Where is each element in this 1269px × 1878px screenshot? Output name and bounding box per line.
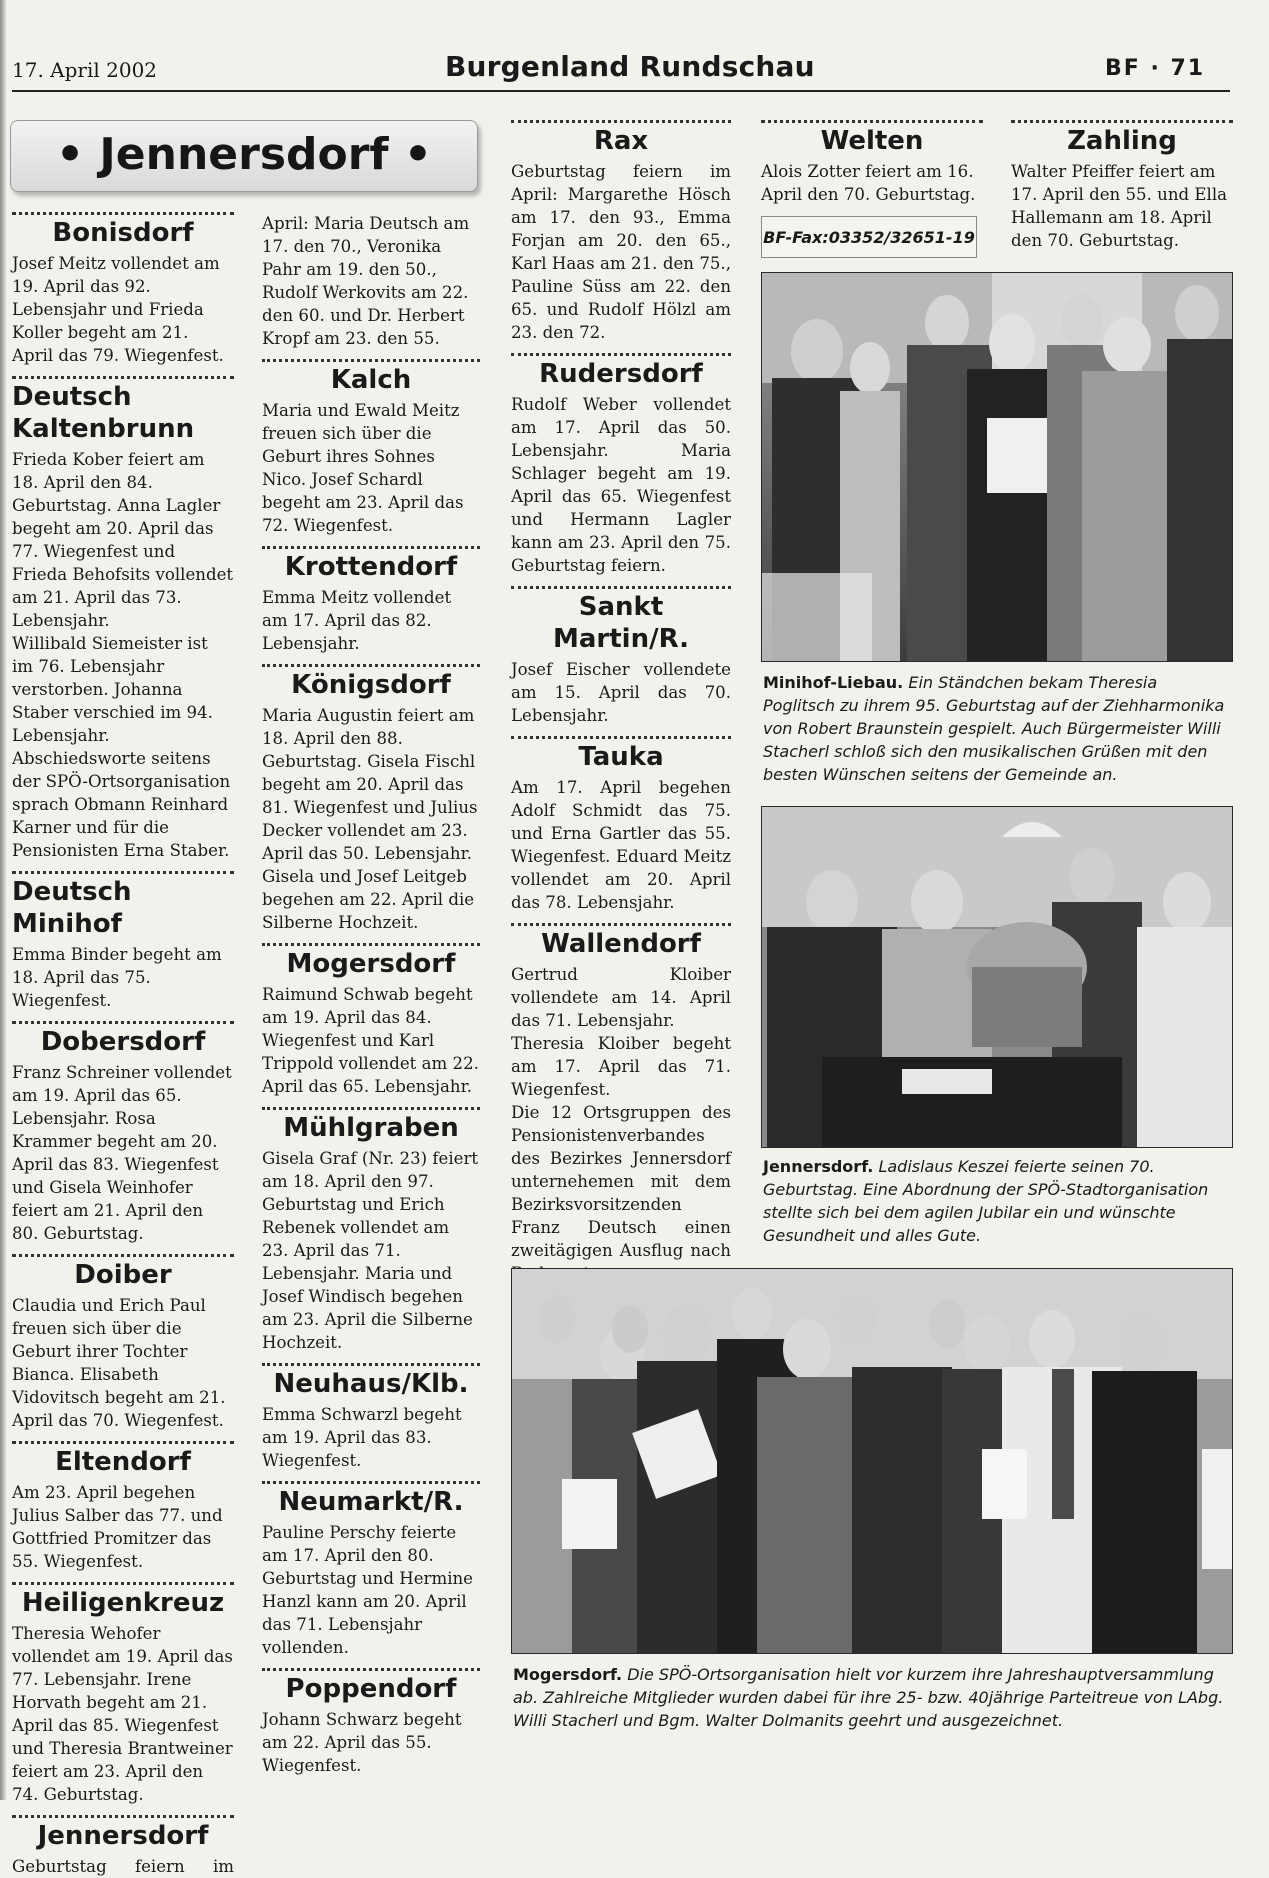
divider [511,923,731,926]
divider [761,120,983,123]
section-text: April: Maria Deutsch am 17. den 70., Veronika Pahr am 19. den 50., Rudolf Werkovits am 22. den 60. und Dr. Herbert Kropf am 23. den 55. [262,214,470,348]
newspaper-title: Burgenland Rundschau [445,50,815,83]
section-text: Franz Schreiner vollendet am 19. April das 65. Lebensjahr. Rosa Krammer begeht am 20. April das 83. Wiegenfest und Gisela Weinhofer feiert am 21. April den 80. Geburtstag. [12,1063,232,1243]
section-title: Zahling [1067,126,1177,156]
section-title: Rudersdorf [539,359,703,389]
caption-place: Mogersdorf. [513,1665,623,1684]
section-title: Doiber [74,1260,172,1290]
section-text: Alois Zotter feiert am 16. April den 70. Geburtstag. [761,162,976,204]
section-text: Emma Binder begeht am 18. April das 75. Wiegenfest. [12,945,222,1010]
divider [12,1254,234,1257]
photo-caption [763,671,1231,786]
section-text: Josef Eischer vollendete am 15. April das 70. Lebensjahr. [511,660,731,725]
section-title: Mogersdorf [286,949,456,979]
section-title: Bonisdorf [52,218,194,248]
section-title: Eltendorf [55,1447,191,1477]
section-text: Emma Schwarzl begeht am 19. April das 83. Wiegenfest. [262,1405,462,1470]
section-title: Neuhaus/Klb. [273,1369,469,1399]
section-text: Rudolf Weber vollendet am 17. April das 50. Lebensjahr. Maria Schlager begeht am 19. April das 65. Wiegenfest und Hermann Lagler kann am 23. April den 75. Geburtstag feiern. [511,395,731,575]
section-title: Welten [820,126,924,156]
fax-number: BF-Fax:03352/32651-19 [763,227,975,247]
page-edge [0,0,6,1800]
section-title: Krottendorf [284,552,458,582]
section-text: Claudia und Erich Paul freuen sich über die Geburt ihrer Tochter Bianca. Elisabeth Vidovitsch begeht am 21. April das 70. Wiegenfest. [12,1296,226,1430]
divider [262,1363,480,1366]
divider [12,212,234,215]
section-title: Tauka [578,742,664,772]
section-text: Maria und Ewald Meitz freuen sich über die Geburt ihres Sohnes Nico. Josef Schardl begeht am 23. April das 72. Wiegenfest. [262,401,464,535]
divider [12,1582,234,1585]
divider [262,546,480,549]
divider [262,1481,480,1484]
section-title: Poppendorf [285,1674,457,1704]
divider [511,586,731,589]
section-text: Maria Augustin feiert am 18. April den 88. Geburtstag. Gisela Fischl begeht am 20. April das 81. Wiegenfest und Julius Decker vollendet am 23. April das 50. Lebensjahr. [262,706,478,863]
section-title: Dobersdorf [40,1027,206,1057]
divider [511,120,731,123]
column-5 [1011,120,1233,252]
section-title: Mühlgraben [283,1113,459,1143]
section-title: Königsdorf [291,670,451,700]
section-title: Rax [593,126,649,156]
section-text: Geburtstag feiern im April: Margarethe Hösch am 17. den 93., Emma Forjan am 20. den 65., Karl Haas am 21. den 75., Pauline Süss am 22. den 65. und Rudolf Hölzl am 23. den 72. [511,162,731,342]
divider [511,736,731,739]
page-number: BF · 71 [1105,56,1206,81]
divider [12,1441,234,1444]
section-title: Deutsch Kaltenbrunn [12,382,195,444]
section-text: Geburtstag feiern im [12,1857,234,1876]
caption-text: Die SPÖ-Ortsorganisation hielt vor kurzem ihre Jahreshauptversammlung ab. Zahlreiche Mitglieder wurden dabei für ihre 25- bzw. 40jährige Parteitreue von LAbg. Willi Stacherl und Bgm. Walter Dolmanits geehrt und ausgezeichnet. [513,1665,1224,1730]
photo-minihof-liebau [761,272,1233,662]
divider [511,353,731,356]
section-title: Sankt Martin/R. [553,592,689,654]
divider [1011,120,1233,123]
section-text: Josef Meitz vollendet am 19. April das 92. Lebensjahr und Frieda Koller begeht am 21. April das 79. Wiegenfest. [12,254,224,365]
column-2 [262,212,480,1777]
section-banner [10,120,478,192]
divider [262,1107,480,1110]
section-text: Gisela und Josef Leitgeb begehen am 22. April die Silberne Hochzeit. [262,867,475,932]
caption-place: Jennersdorf. [763,1157,874,1176]
photo-caption [513,1663,1231,1732]
caption-place: Minihof-Liebau. [763,673,904,692]
section-text: Walter Pfeiffer feiert am 17. April den 55. und Ella Hallemann am 18. April den 70. Geburtstag. [1011,162,1228,250]
fax-box [761,216,977,258]
section-text: Johann Schwarz begeht am 22. April das 55. Wiegenfest. [262,1710,462,1775]
section-text: Theresia Wehofer vollendet am 19. April das 77. Lebensjahr. Irene Horvath begeht am 21. April das 85. Wiegenfest und Theresia Brantweiner feiert am 23. April den 74. Geburtstag. [12,1624,233,1804]
divider [262,664,480,667]
column-1 [12,212,234,1878]
divider [12,376,234,379]
section-text: Willibald Siemeister ist im 76. Lebensjahr verstorben. Johanna Staber verschied im 94. Lebensjahr. Abschiedsworte seitens der SPÖ-Ortsorganisation sprach Obmann Reinhard Karner und für die Pensionisten Erna Staber. [12,634,231,860]
section-text: Frieda Kober feiert am 18. April den 84. Geburtstag. Anna Lagler begeht am 20. April das 77. Wiegenfest und Frieda Behofsits vollendet am 21. April das 73. Lebensjahr. [12,450,234,630]
section-title: Wallendorf [541,929,701,959]
divider [12,871,234,874]
section-title: Deutsch Minihof [12,877,132,939]
divider [12,1815,234,1818]
divider [262,1668,480,1671]
photo-caption [763,1155,1231,1247]
column-4 [761,120,983,258]
divider [262,943,480,946]
section-title: Jennersdorf [37,1821,209,1851]
section-text: Gertrud Kloiber vollendete am 14. April das 71. Lebensjahr. [511,965,731,1030]
header-rule [12,90,1230,92]
divider [12,1021,234,1024]
section-text: Emma Meitz vollendet am 17. April das 82. Lebensjahr. [262,588,452,653]
section-title: Heiligenkreuz [21,1588,225,1618]
section-text: Am 23. April begehen Julius Salber das 77. und Gottfried Promitzer das 55. Wiegenfest. [12,1483,223,1571]
section-text: Theresia Kloiber begeht am 17. April das 71. Wiegenfest. [511,1034,731,1099]
banner-title: • Jennersdorf • [55,129,433,180]
photo-mogersdorf [511,1268,1233,1654]
divider [262,359,480,362]
caption-text: Ein Ständchen bekam Theresia Poglitsch zu ihrem 95. Geburtstag auf der Ziehharmonika von Robert Braunstein gespielt. Auch Bürgermeister Willi Stacherl schloß sich den musikalischen Grüßen mit den besten Wünschen seitens der Gemeinde an. [763,673,1225,784]
section-text: Am 17. April begehen Adolf Schmidt das 75. und Erna Gartler das 55. Wiegenfest. Eduard Meitz vollendet am 20. April das 78. Lebensjahr. [511,778,731,912]
section-text: Gisela Graf (Nr. 23) feiert am 18. April den 97. Geburtstag und Erich Rebenek vollendet am 23. April das 71. Lebensjahr. Maria und Josef Windisch begehen am 23. April die Silberne Hochzeit. [262,1149,479,1352]
section-title: Neumarkt/R. [278,1487,464,1517]
section-text: Die 12 Ortsgruppen des Pensionistenverbandes des Bezirkes Jennersdorf unternehemen mit dem Bezirksvorsitzenden Franz Deutsch einen zweitägigen Ausflug nach [511,1103,731,1260]
caption-text: Ladislaus Keszei feierte seinen 70. Geburtstag. Eine Abordnung der SPÖ-Stadtorganisation stellte sich bei dem agilen Jubilar ein und wünschte Gesundheit und alles Gute. [763,1157,1209,1245]
section-title: Kalch [330,365,412,395]
section-text: Raimund Schwab begeht am 19. April das 84. Wiegenfest und Karl Trippold vollendet am 22. April das 65. Lebensjahr. [262,985,479,1096]
photo-jennersdorf [761,806,1233,1148]
column-3 [511,120,731,1285]
section-text: Pauline Perschy feierte am 17. April den 80. Geburtstag und Hermine Hanzl kann am 20. April das 71. Lebensjahr vollenden. [262,1523,474,1657]
issue-date: 17. April 2002 [12,58,158,82]
